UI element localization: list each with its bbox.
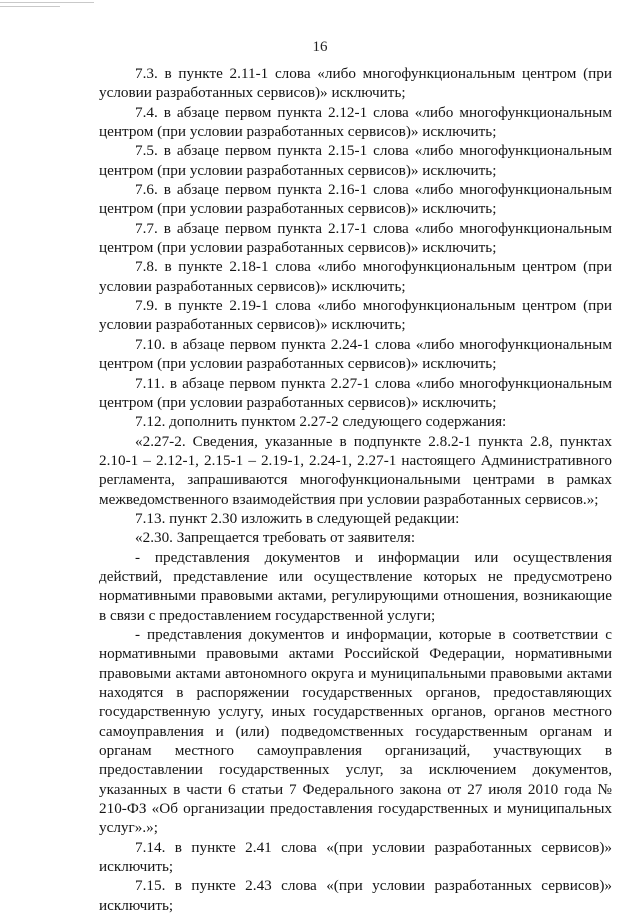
- paragraph-7-10: 7.10. в абзаце первом пункта 2.24-1 слова «либо многофункциональным центром (при условии разработанных сервисов)» исключить;: [99, 335, 612, 373]
- paragraph-7-3: 7.3. в пункте 2.11-1 слова «либо многофункциональным центром (при условии разработанных сервисов)» исключить;: [99, 65, 612, 102]
- paragraph-7-7: 7.7. в абзаце первом пункта 2.17-1 слова «либо многофункциональным центром (при условии разработанных сервисов)» исключить;: [99, 219, 612, 257]
- paragraph-7-11: 7.11. в абзаце первом пункта 2.27-1 слова «либо многофункциональным центром (при условии разработанных сервисов)» исключить;: [99, 374, 612, 411]
- paragraph-7-13: 7.13. пункт 2.30 изложить в следующей редакции:: [135, 509, 460, 527]
- list-item-requirement-2: - представления документов и информации, которые в соответствии с нормативными правовыми актами Российской Федерации, нормативными правовыми актами автономного округа и муниципальными правовыми актами находятся в распоряжении государственных органов, предоставляющих государственную услугу, иных государственных органов, органов местного самоуправления и (или) подведомственных государственным органам и органам местного самоуправления организаций, участвующих в предоставлении государственных услуг, за исключением документов, указанных в части 6 статьи 7 Федерального закона от 27 июля 2010 года № 210-ФЗ «Об организации предоставления государственных и муниципальных услуг».»;: [99, 625, 612, 837]
- paragraph-7-15: 7.15. в пункте 2.43 слова «(при условии разработанных сервисов)» исключить;: [99, 877, 612, 914]
- paragraph-7-8: 7.8. в пункте 2.18-1 слова «либо многофункциональным центром (при условии разработанных сервисов)» исключить;: [99, 258, 612, 295]
- list-item-requirement-1: - представления документов и информации или осуществления действий, представление или осуществление которых не предусмотрено нормативными правовыми актами, регулирующими отношения, возникающие в связи с предоставлением государственной услуги;: [99, 548, 612, 624]
- page-number: 16: [312, 39, 328, 55]
- paragraph-7-6: 7.6. в абзаце первом пункта 2.16-1 слова «либо многофункциональным центром (при условии разработанных сервисов)» исключить;: [99, 181, 612, 218]
- document-body: [99, 64, 612, 915]
- quoted-paragraph-2-30: «2.30. Запрещается требовать от заявителя:: [135, 529, 416, 547]
- paragraph-7-9: 7.9. в пункте 2.19-1 слова «либо многофункциональным центром (при условии разработанных сервисов)» исключить;: [99, 297, 612, 334]
- paragraph-7-4: 7.4. в абзаце первом пункта 2.12-1 слова «либо многофункциональным центром (при условии разработанных сервисов)» исключить;: [99, 103, 612, 141]
- quoted-paragraph-2-27-2: «2.27-2. Сведения, указанные в подпункте 2.8.2-1 пункта 2.8, пунктах 2.10-1 – 2.12-1, 2.15-1 – 2.19-1, 2.24-1, 2.27-1 настоящего Административного регламента, запрашиваются многофункциональными центрами в рамках межведомственного взаимодействия при условии разработанных сервисов.»;: [99, 432, 612, 508]
- paragraph-7-14: 7.14. в пункте 2.41 слова «(при условии разработанных сервисов)» исключить;: [99, 838, 612, 876]
- paragraph-7-12: 7.12. дополнить пунктом 2.27-2 следующего содержания:: [135, 413, 507, 431]
- paragraph-7-5: 7.5. в абзаце первом пункта 2.15-1 слова «либо многофункциональным центром (при условии разработанных сервисов)» исключить;: [99, 142, 612, 179]
- scan-edge-mark: [0, 0, 96, 14]
